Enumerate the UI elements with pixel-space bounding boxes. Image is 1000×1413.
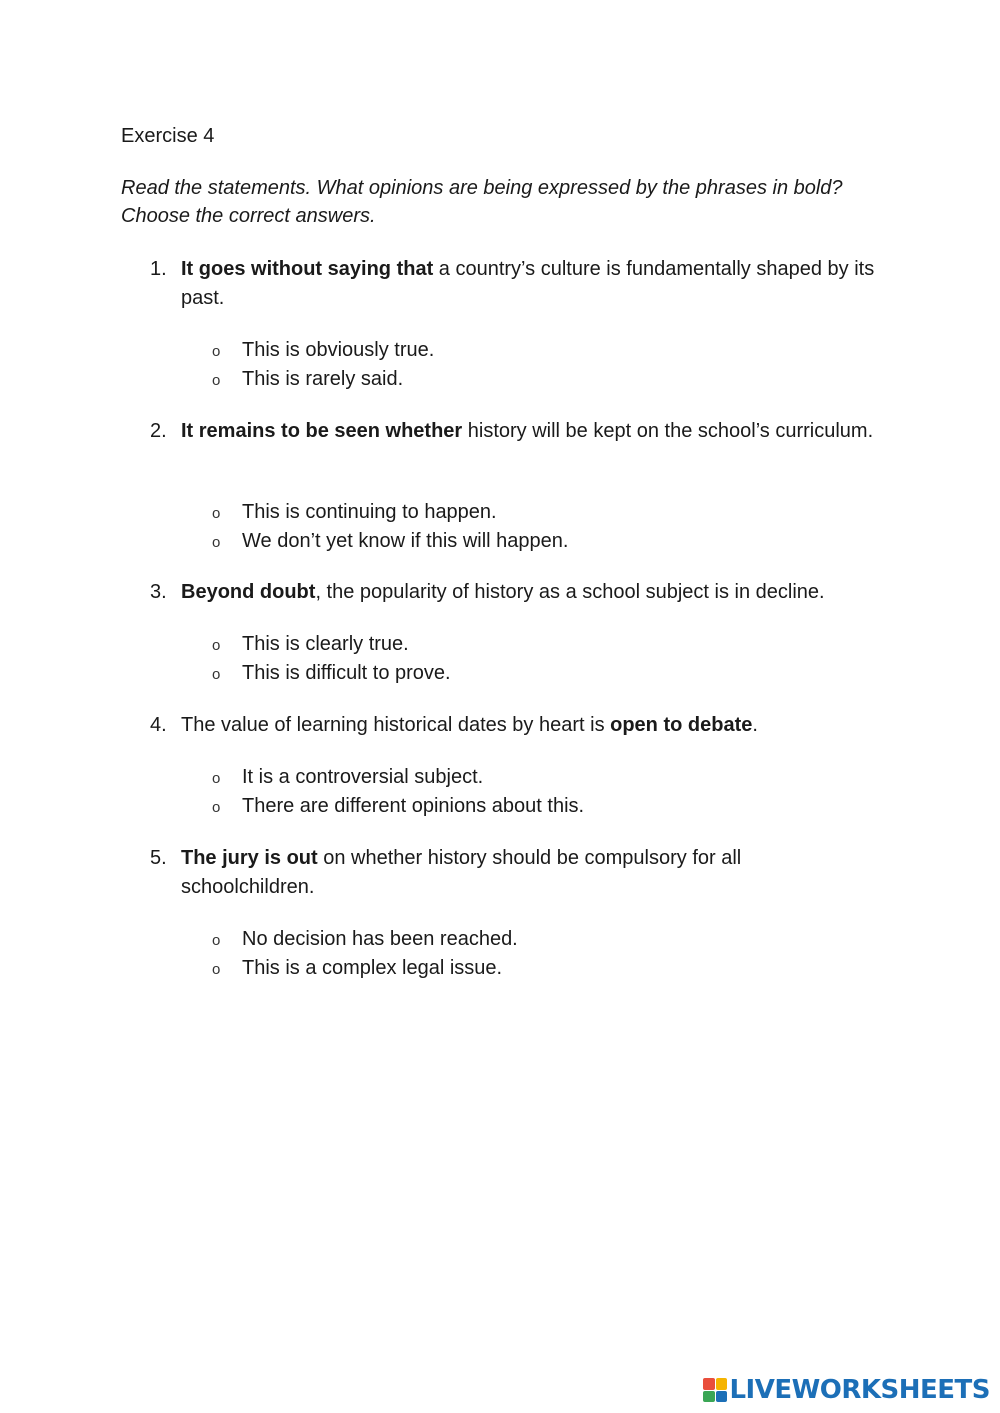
answer-options xyxy=(212,630,812,688)
question-bold-phrase: open to debate xyxy=(610,714,753,736)
answer-option[interactable] xyxy=(212,659,812,688)
radio-bullet-icon[interactable]: o xyxy=(212,961,221,978)
answer-options xyxy=(212,925,812,983)
option-label: This is difficult to prove. xyxy=(242,662,451,684)
question-text-after: history will be kept on the school’s curriculum. xyxy=(462,420,874,442)
logo-block-yellow xyxy=(716,1378,728,1390)
option-label: No decision has been reached. xyxy=(242,928,518,950)
option-label: This is continuing to happen. xyxy=(242,501,497,523)
question-text xyxy=(181,417,881,446)
option-label: This is clearly true. xyxy=(242,633,409,655)
question-text xyxy=(181,844,821,902)
answer-option[interactable] xyxy=(212,630,812,659)
instructions: Read the statements. What opinions are being expressed by the phrases in bold? Choose the correct answers. xyxy=(121,177,843,227)
radio-bullet-icon[interactable]: o xyxy=(212,505,221,522)
answer-option[interactable] xyxy=(212,527,812,556)
question-text-after: a country’s culture is fundamentally shaped by its past. xyxy=(181,258,875,309)
radio-bullet-icon[interactable]: o xyxy=(212,932,221,949)
logo-block-green xyxy=(703,1391,715,1403)
question-text-before: The value of learning historical dates by heart is xyxy=(181,714,611,736)
logo-blocks-icon xyxy=(703,1378,727,1402)
option-label: There are different opinions about this. xyxy=(242,795,585,817)
answer-option[interactable] xyxy=(212,763,812,792)
question-number: 4. xyxy=(150,714,167,736)
answer-options xyxy=(212,498,812,556)
radio-bullet-icon[interactable]: o xyxy=(212,372,221,389)
answer-option[interactable] xyxy=(212,792,812,821)
answer-option[interactable] xyxy=(212,336,812,365)
radio-bullet-icon[interactable]: o xyxy=(212,770,221,787)
logo-block-blue xyxy=(716,1391,728,1403)
answer-options xyxy=(212,763,812,821)
option-label: This is rarely said. xyxy=(242,368,404,390)
answer-option[interactable] xyxy=(212,954,812,983)
question-bold-phrase: Beyond doubt xyxy=(181,581,316,603)
question-number: 5. xyxy=(150,847,167,869)
answer-option[interactable] xyxy=(212,498,812,527)
question-bold-phrase: It remains to be seen whether xyxy=(181,420,463,442)
question-text xyxy=(181,711,881,740)
exercise-heading: Exercise 4 xyxy=(121,125,215,147)
question-number: 3. xyxy=(150,581,167,603)
liveworksheets-logo[interactable] xyxy=(703,1375,990,1405)
question-text xyxy=(181,578,901,607)
question-bold-phrase: The jury is out xyxy=(181,847,318,869)
question-number: 1. xyxy=(150,258,167,280)
radio-bullet-icon[interactable]: o xyxy=(212,666,221,683)
brand-name: LIVEWORKSHEETS xyxy=(729,1375,990,1405)
question-text-after: , the popularity of history as a school subject is in decline. xyxy=(315,581,825,603)
question-bold-phrase: It goes without saying that xyxy=(181,258,434,280)
radio-bullet-icon[interactable]: o xyxy=(212,343,221,360)
question-text-after: . xyxy=(752,714,758,736)
option-label: It is a controversial subject. xyxy=(242,766,484,788)
radio-bullet-icon[interactable]: o xyxy=(212,637,221,654)
radio-bullet-icon[interactable]: o xyxy=(212,799,221,816)
question-text-after: on whether history should be compulsory for all schoolchildren. xyxy=(181,847,742,898)
option-label: We don’t yet know if this will happen. xyxy=(242,530,569,552)
question-text xyxy=(181,255,881,313)
answer-options xyxy=(212,336,812,394)
option-label: This is a complex legal issue. xyxy=(242,957,503,979)
radio-bullet-icon[interactable]: o xyxy=(212,534,221,551)
logo-block-red xyxy=(703,1378,715,1390)
question-number: 2. xyxy=(150,420,167,442)
answer-option[interactable] xyxy=(212,365,812,394)
answer-option[interactable] xyxy=(212,925,812,954)
option-label: This is obviously true. xyxy=(242,339,435,361)
